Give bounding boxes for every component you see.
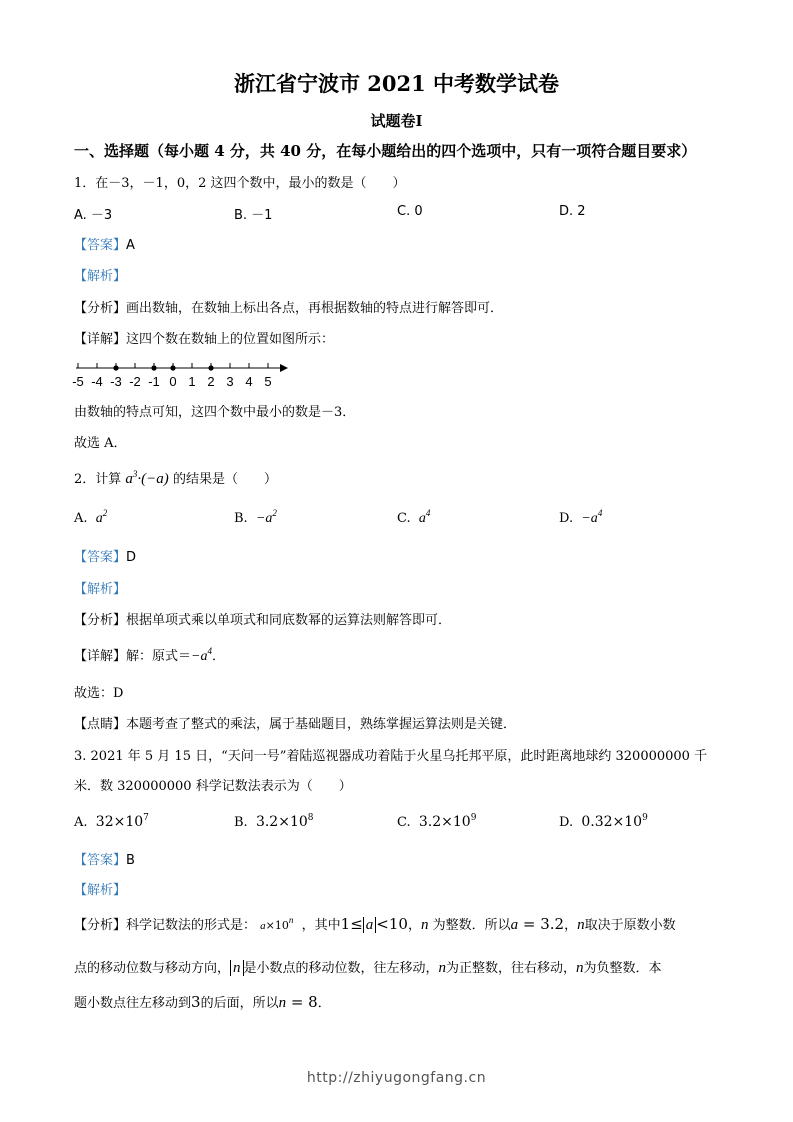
analysis-text: 是小数点的移动位数，往左移动，: [243, 961, 439, 976]
q2-analysis: [74, 609, 451, 628]
detail-text: 解：原式＝: [126, 649, 192, 664]
q1-option-c: C. 0: [397, 204, 423, 219]
number-line-label: 3: [226, 374, 234, 389]
number-line-point: [208, 365, 213, 370]
number-line-label: 1: [188, 374, 196, 389]
detail-formula: $-a^4$: [191, 646, 212, 664]
number-line-label: -4: [91, 374, 103, 389]
analysis-text: 题小数点往左移动到: [74, 996, 192, 1011]
q1-analysis: [74, 297, 503, 316]
q2-option-b: B. $-a^2$: [234, 508, 277, 526]
q2-option-a: A. $a^2$: [74, 508, 108, 526]
q3-option-b: B. $3.2\times 10^8$: [234, 813, 314, 830]
q2-stem: [74, 468, 277, 488]
formula-sci: a: [260, 920, 266, 932]
q3-answer: [74, 849, 135, 868]
detail-text: 这四个数在数轴上的位置如图所示：: [126, 332, 335, 347]
number-line-label: -5: [72, 374, 84, 389]
q1-option-a: A. －3: [74, 208, 113, 223]
point-text: 本题考查了整式的乘法，属于基础题目，熟练掌握运算法则是关键．: [126, 717, 517, 732]
number-line-label: -2: [129, 374, 141, 389]
q3-analysis-line1: 【分析】科学记数法的形式是： $a\times 10^n$ ，其中1≤ a <10，n 为整数．所以a = 3.2，n取决于原数小数: [74, 915, 676, 933]
answer-value: B: [126, 853, 135, 868]
answer-tag: 【答案】: [74, 550, 127, 565]
number-line-label: 4: [245, 374, 253, 389]
q2-detail: 【详解】解：原式$=-a^4$．: [74, 646, 225, 664]
page-subtitle: 试题卷Ⅰ: [370, 112, 423, 130]
q2-expression: $a^3\cdot(-a)$: [125, 469, 169, 487]
section-heading: 一、选择题（每小题 4 分，共 40 分，在每小题给出的四个选项中，只有一项符合题目要求）: [74, 142, 697, 160]
number-line-label: -3: [110, 374, 122, 389]
q2-answer: [74, 546, 136, 565]
q1-option-b: B. －1: [234, 208, 273, 223]
number-line-label: 5: [264, 374, 272, 389]
answer-tag: 【答案】: [74, 238, 127, 253]
analysis-tag: 【分析】: [74, 918, 127, 933]
q2-option-c: C. $a^4$: [397, 508, 431, 526]
number-line-point: [113, 365, 118, 370]
q3-analysis-line3: 题小数点往左移动到3的后面，所以n = 8．: [74, 993, 331, 1011]
number-line-label: 0: [169, 374, 177, 389]
analysis-text: 根据单项式乘以单项式和同底数幂的运算法则解答即可．: [126, 613, 452, 628]
analysis-text: 为负整数．本: [583, 961, 662, 976]
q3-option-a: A. $32\times 10^7$: [74, 813, 149, 830]
q2-point: [74, 713, 516, 732]
q3-option-c: C. $3.2\times 10^9$: [397, 813, 477, 830]
number-line: [70, 358, 300, 392]
q3-option-d: D. $0.32\times 10^9$: [559, 813, 648, 830]
analysis-text: 取决于原数小数: [584, 918, 676, 933]
number-line-arrow: [280, 364, 288, 372]
analysis-text: 为整数．所以: [432, 918, 511, 933]
point-tag: 【点睛】: [74, 717, 127, 732]
q1-jiexi-tag: 【解析】: [74, 269, 127, 284]
q2-stem-prefix: 2．计算: [74, 472, 122, 487]
number-line-point: [170, 365, 175, 370]
number-line-label: -1: [148, 374, 160, 389]
analysis-text: ，其中: [301, 918, 341, 933]
analysis-tag: 【分析】: [74, 301, 127, 316]
detail-tag: 【详解】: [74, 649, 127, 664]
q3-analysis-line2: 点的移动位数与移动方向， n 是小数点的移动位数，往左移动，n为正整数，往右移动，n为负整数．本: [74, 960, 662, 976]
analysis-text: 的后面，所以: [200, 996, 279, 1011]
q2-jiexi-tag: 【解析】: [74, 582, 127, 597]
q3-stem-line1: 3. 2021 年 5 月 15 日，“天问一号”着陆巡视器成功着陆于火星乌托邦平原，此时距离地球约 320000000 千: [74, 749, 708, 764]
analysis-text: 画出数轴，在数轴上标出各点，再根据数轴的特点进行解答即可．: [126, 301, 504, 316]
detail-tag: 【详解】: [74, 332, 127, 347]
answer-tag: 【答案】: [74, 853, 127, 868]
q3-stem-line2: 米．数 320000000 科学记数法表示为（ ）: [74, 779, 352, 794]
answer-value: D: [126, 550, 137, 565]
q2-option-d: D. $-a^4$: [559, 508, 603, 526]
footer-url: http://zhiyugongfang.cn: [306, 1070, 487, 1086]
q1-answer: [74, 234, 135, 253]
q1-detail: [74, 328, 334, 347]
number-line-label: 2: [207, 374, 215, 389]
q1-stem: 1．在－3，－1，0，2 这四个数中，最小的数是（ ）: [74, 176, 406, 191]
q2-stem-suffix: 的结果是（ ）: [172, 472, 277, 487]
analysis-tag: 【分析】: [74, 613, 127, 628]
q1-conclusion: 由数轴的特点可知，这四个数中最小的数是－3．: [74, 405, 356, 420]
q1-choose: 故选 A．: [74, 436, 127, 451]
q3-jiexi-tag: 【解析】: [74, 883, 127, 898]
analysis-text: 科学记数法的形式是：: [126, 918, 257, 933]
number-line-point: [151, 365, 156, 370]
answer-value: A: [126, 238, 135, 253]
q2-choose: 故选：D: [74, 686, 124, 701]
analysis-text: 为正整数，往右移动，: [446, 961, 577, 976]
analysis-text: 点的移动位数与移动方向，: [74, 961, 231, 976]
q1-option-d: D. 2: [559, 204, 586, 219]
page-title: 浙江省宁波市 2021 中考数学试卷: [233, 71, 560, 96]
